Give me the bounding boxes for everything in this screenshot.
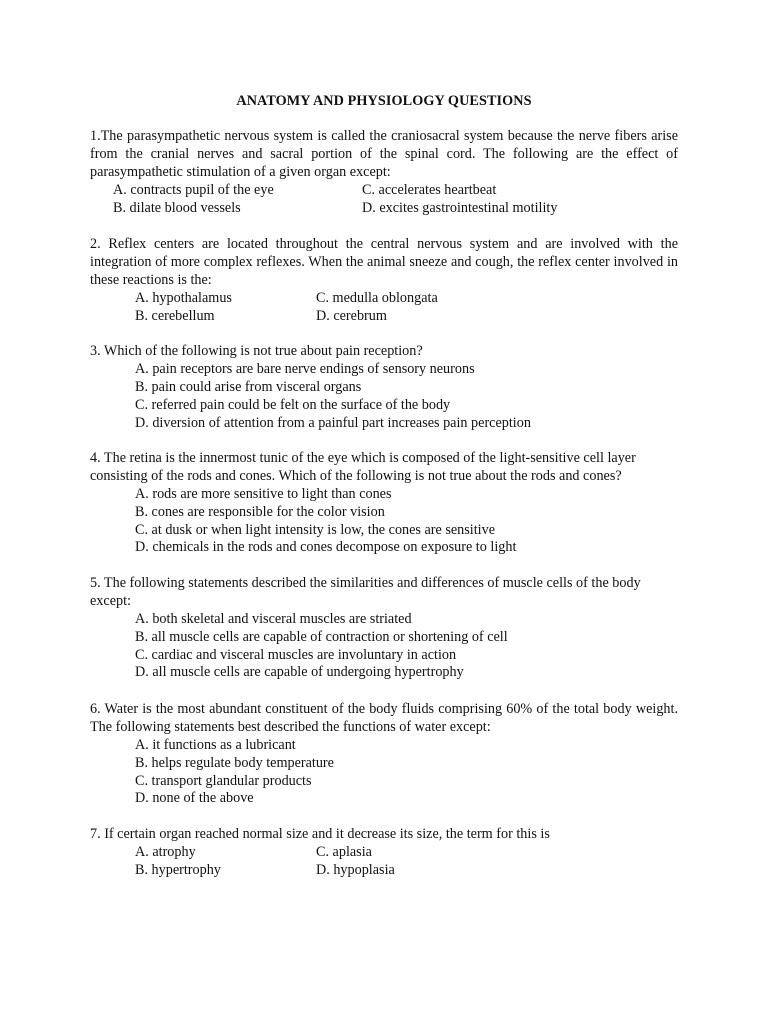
question-7-stem: 7. If certain organ reached normal size and it decrease its size, the term for this is (90, 826, 550, 842)
option-d: D. all muscle cells are capable of undergoing hypertrophy (135, 664, 464, 681)
option-c: C. cardiac and visceral muscles are involuntary in action (135, 646, 457, 663)
option-b: B. helps regulate body temperature (135, 754, 334, 771)
option-a: A. rods are more sensitive to light than cones (135, 485, 392, 502)
question-4-options (90, 486, 678, 558)
question-3-options (90, 361, 678, 433)
option-c: C. medulla oblongata (316, 289, 438, 306)
question-6-stem: 6. Water is the most abundant constituent of the body fluids comprising 60% of the total body weight. The following statements best described the functions of water except: (90, 701, 678, 735)
option-c: C. transport glandular products (135, 772, 312, 789)
option-d: D. cerebrum (316, 307, 387, 324)
option-b: B. pain could arise from visceral organs (135, 378, 362, 395)
question-4-stem: 4. The retina is the innermost tunic of the eye which is composed of the light-sensitive cell layer consisting of the rods and cones. Which of the following is not true about the rods and cones? (90, 450, 636, 484)
question-7 (90, 826, 678, 880)
question-6-options (90, 737, 678, 809)
option-a: A. atrophy (135, 843, 196, 860)
question-5-options (90, 611, 678, 683)
option-b: B. cerebellum (135, 307, 215, 324)
question-1-stem: 1.The parasympathetic nervous system is called the craniosacral system because the nerve fibers arise from the cranial nerves and sacral portion of the spinal cord. The following are the effect of parasympathetic stimulation of a given organ except: (90, 128, 678, 180)
option-c: C. at dusk or when light intensity is low, the cones are sensitive (135, 521, 496, 538)
option-b: B. all muscle cells are capable of contraction or shortening of cell (135, 628, 508, 645)
question-1-options (90, 182, 678, 218)
option-a: A. it functions as a lubricant (135, 736, 296, 753)
question-3-stem: 3. Which of the following is not true about pain reception? (90, 343, 423, 359)
question-2-options (90, 290, 678, 326)
option-a: A. both skeletal and visceral muscles are striated (135, 610, 412, 627)
option-d: D. hypoplasia (316, 861, 395, 878)
option-d: D. diversion of attention from a painful part increases pain perception (135, 414, 531, 431)
question-2-stem: 2. Reflex centers are located throughout the central nervous system and are involved with the integration of more complex reflexes. When the animal sneeze and cough, the reflex center involved in these reactions is the: (90, 236, 678, 288)
question-1 (90, 128, 678, 218)
option-a: A. hypothalamus (135, 289, 232, 306)
document-title: ANATOMY AND PHYSIOLOGY QUESTIONS (236, 93, 532, 109)
question-3 (90, 343, 678, 432)
option-d: D. none of the above (135, 790, 254, 807)
option-d: D. chemicals in the rods and cones decompose on exposure to light (135, 539, 517, 556)
question-6 (90, 701, 678, 808)
option-d: D. excites gastrointestinal motility (362, 199, 558, 216)
question-4 (90, 450, 678, 557)
option-c: C. accelerates heartbeat (362, 181, 497, 198)
option-c: C. aplasia (316, 843, 372, 860)
question-2 (90, 236, 678, 326)
option-a: A. pain receptors are bare nerve endings of sensory neurons (135, 360, 475, 377)
option-a: A. contracts pupil of the eye (113, 181, 274, 198)
option-b: B. hypertrophy (135, 861, 221, 878)
option-b: B. dilate blood vessels (113, 199, 241, 216)
option-c: C. referred pain could be felt on the surface of the body (135, 396, 451, 413)
question-5-stem: 5. The following statements described the similarities and differences of muscle cells of the body except: (90, 575, 641, 609)
option-b: B. cones are responsible for the color vision (135, 503, 385, 520)
question-5 (90, 575, 678, 682)
question-7-options (90, 844, 678, 880)
